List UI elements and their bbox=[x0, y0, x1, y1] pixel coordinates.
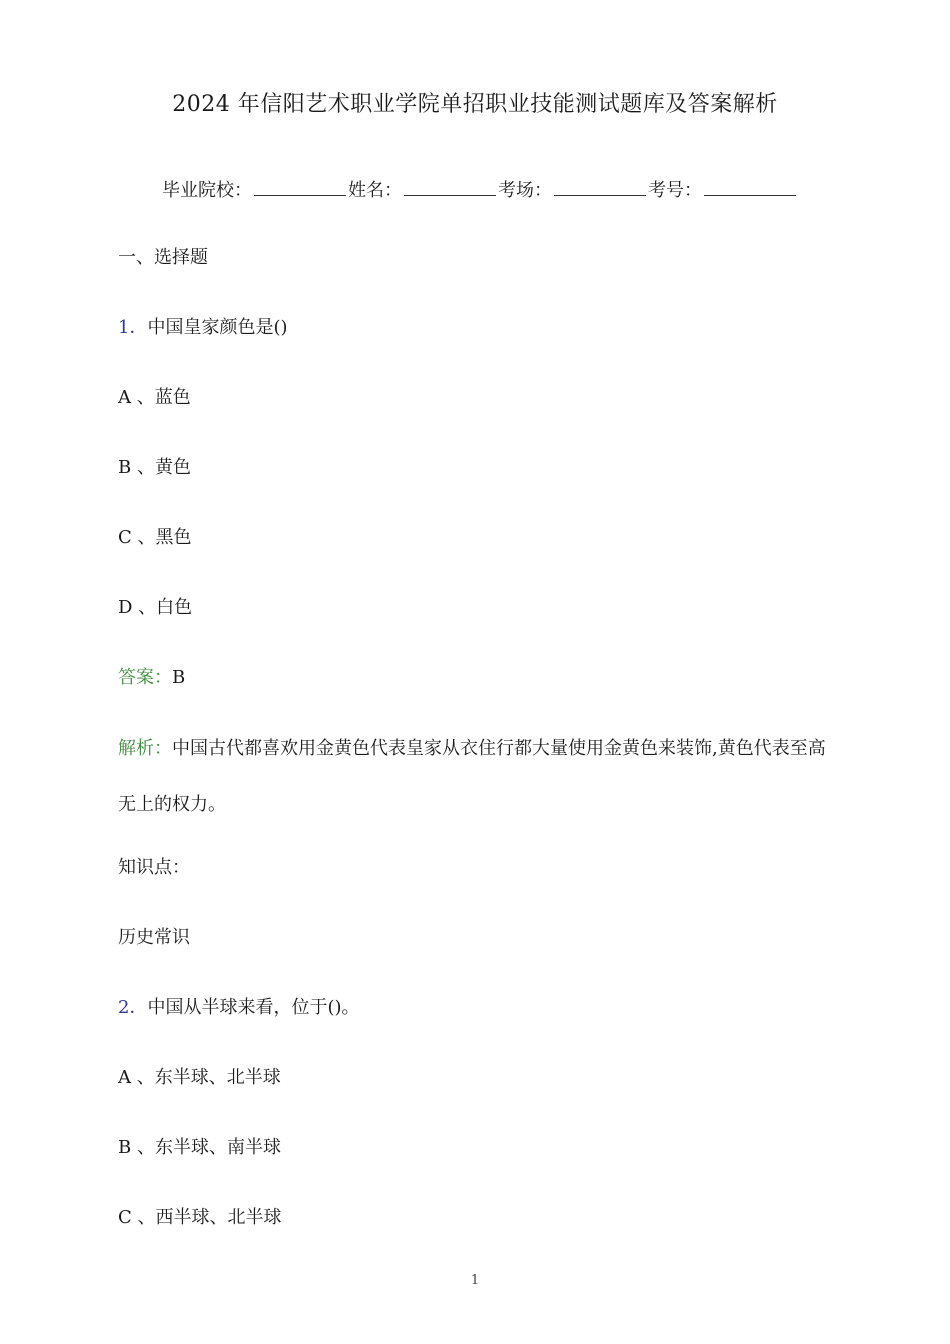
answer-line bbox=[118, 666, 185, 690]
option-c: C 、西半球、北半球 bbox=[118, 1207, 282, 1228]
option-a: A 、东半球、北半球 bbox=[118, 1067, 281, 1088]
name-label: 姓名： bbox=[348, 180, 402, 201]
school-blank bbox=[254, 177, 346, 196]
name-blank bbox=[404, 177, 496, 196]
knowledge-point-value: 历史常识 bbox=[118, 927, 190, 948]
candidate-info-row bbox=[162, 177, 798, 203]
page-number: 1 bbox=[470, 1273, 480, 1288]
id-blank bbox=[704, 177, 796, 196]
analysis-label: 解析： bbox=[118, 738, 172, 759]
id-label: 考号： bbox=[648, 180, 702, 201]
answer-label: 答案： bbox=[118, 667, 172, 688]
section-heading: 一、选择题 bbox=[118, 247, 208, 268]
question-1 bbox=[118, 316, 288, 340]
question-text: 中国从半球来看，位于()。 bbox=[147, 997, 360, 1018]
room-blank bbox=[554, 177, 646, 196]
knowledge-point-label: 知识点： bbox=[118, 857, 190, 878]
room-label: 考场： bbox=[498, 180, 552, 201]
question-number: 1． bbox=[118, 317, 148, 338]
analysis-text: 中国古代都喜欢用金黄色代表皇家从衣住行都大量使用金黄色来装饰,黄色代表至高无上的权力。 bbox=[118, 738, 826, 815]
option-b: B 、黄色 bbox=[118, 457, 191, 478]
answer-value: B bbox=[172, 667, 186, 688]
document-title: 2024 年信阳艺术职业学院单招职业技能测试题库及答案解析 bbox=[172, 92, 778, 117]
question-2 bbox=[118, 996, 360, 1020]
option-b: B 、东半球、南半球 bbox=[118, 1137, 281, 1158]
question-text: 中国皇家颜色是() bbox=[147, 317, 288, 338]
question-number: 2． bbox=[118, 997, 148, 1018]
analysis-paragraph bbox=[118, 721, 838, 833]
school-label: 毕业院校： bbox=[162, 180, 252, 201]
option-a: A 、蓝色 bbox=[118, 387, 191, 408]
option-c: C 、黑色 bbox=[118, 527, 192, 548]
option-d: D 、白色 bbox=[118, 597, 193, 618]
